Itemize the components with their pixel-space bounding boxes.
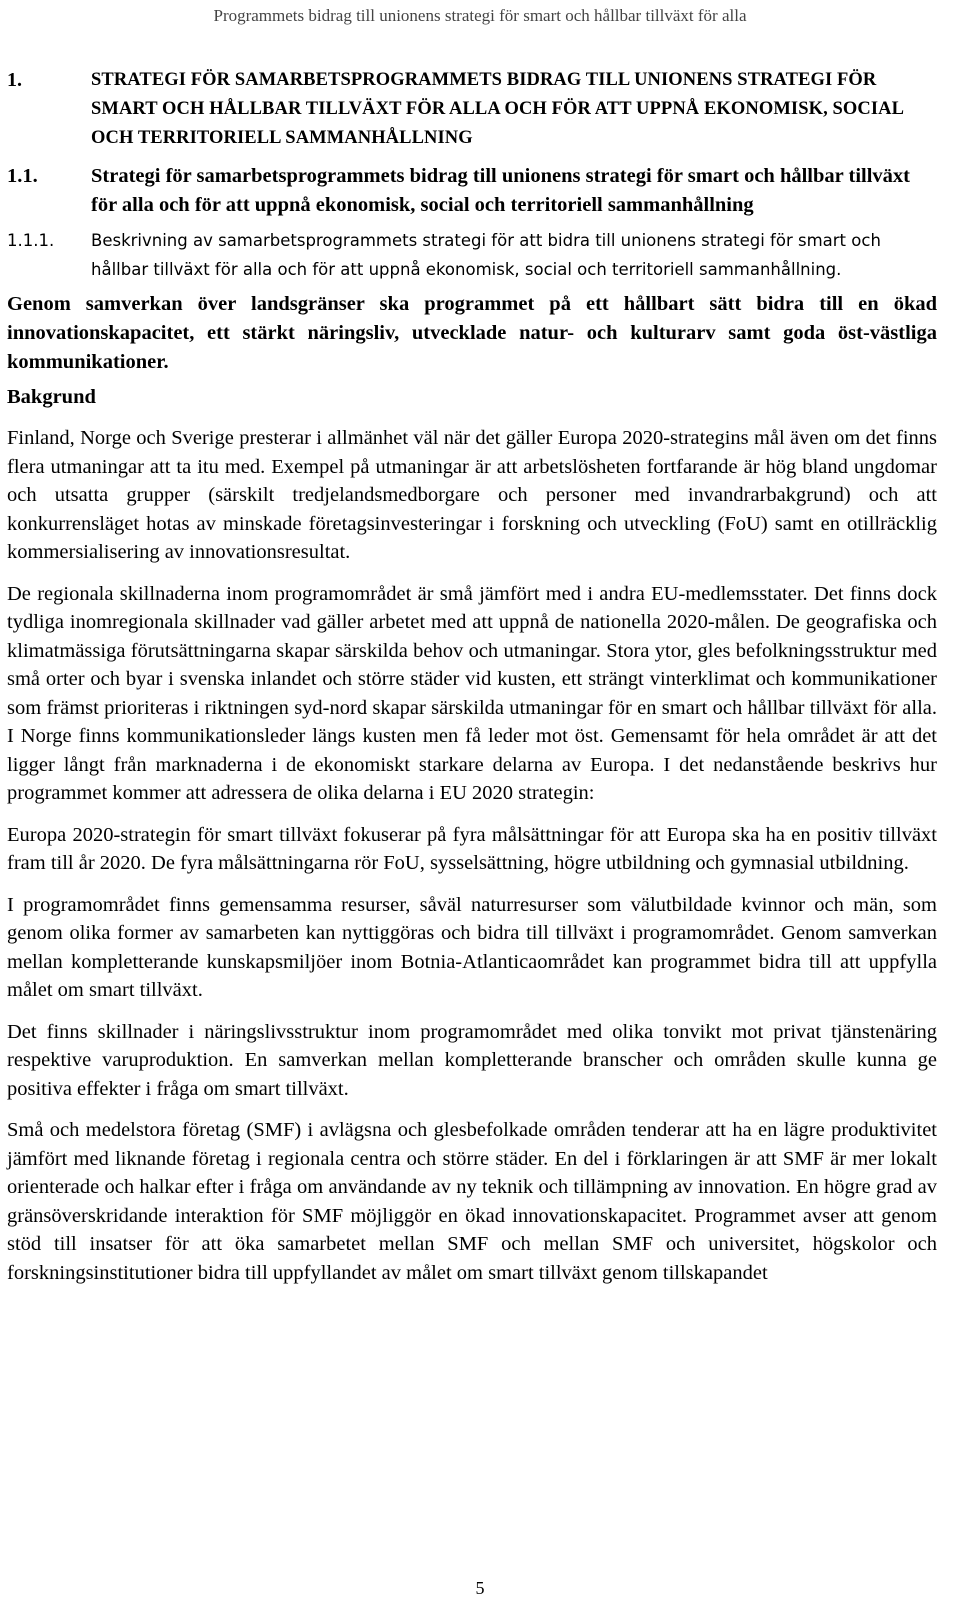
section-number: 1.1.1. — [7, 231, 55, 250]
section-heading-1-1-1 — [7, 226, 937, 284]
page-number: 5 — [475, 1578, 485, 1598]
section-title: STRATEGI FÖR SAMARBETSPROGRAMMETS BIDRAG TILL UNIONENS STRATEGI FÖR SMART OCH HÅLLBAR TILLVÄXT FÖR ALLA OCH FÖR ATT UPPNÅ EKONOMISK, SOCIAL OCH TERRITORIELL SAMMANHÅLLNING — [91, 70, 904, 148]
running-header: Programmets bidrag till unionens strategi för smart och hållbar tillväxt för alla — [213, 6, 747, 25]
body-paragraph: De regionala skillnaderna inom programområdet är små jämfört med i andra EU-medlemsstater. Det finns dock tydliga inomregionala skillnader vad gäller arbetet med att uppnå de nationella 2020-målen. De geografiska och klimatmässiga förutsättningarna skapar särskilda behov och utmaningar. Stora ytor, gles befolkningsstruktur med små orter och byar i svenska inlandet och större städer vid kusten, ett strängt vinterklimat och kommunikationer som främst prioriteras i riktningen syd-nord skapar särskilda utmaningar för en smart och hållbar tillväxt för alla. I Norge finns kommunikationsleder längs kusten men få leder mot öst. Gemensamt för hela området är att det ligger långt från marknaderna i de ekonomiskt starkare delarna av Europa. I det nedanstående beskrivs hur programmet kommer att adressera de olika delarna i EU 2020 strategin: — [7, 582, 937, 804]
subheading-bakgrund: Bakgrund — [7, 386, 96, 408]
section-title: Strategi för samarbetsprogrammets bidrag till unionens strategi för smart och hållbar tillväxt för alla och för att uppnå ekonomisk, social och territoriell sammanhållning — [91, 165, 910, 216]
section-title: Beskrivning av samarbetsprogrammets strategi för att bidra till unionens strategi för smart och hållbar tillväxt för alla och för att uppnå ekonomisk, social och territoriell sammanhållning. — [91, 231, 881, 279]
body-paragraph: Finland, Norge och Sverige presterar i allmänhet väl när det gäller Europa 2020-strategins mål även om det finns flera utmaningar att ta itu med. Exempel på utmaningar är att arbetslösheten fortfarande är hög bland ungdomar och utsatta grupper (särskilt tredjelandsmedborgare och personer med invandrarbakgrund) och att konkurrensläget hotas av minskade företagsinvesteringar i forskning och utveckling (FoU) samt en otillräcklig kommersialisering av innovationsresultat. — [7, 427, 937, 563]
body-paragraph: I programområdet finns gemensamma resurser, såväl naturresurser som välutbildade kvinnor och män, som genom olika former av samarbeten kan nyttiggöras och bidra till tillväxt i programområdet. Genom samverkan mellan kompletterande kunskapsmiljöer inom Botnia-Atlanticaområdet kan programmet bidra till att uppfylla målet om smart tillväxt. — [7, 893, 937, 1001]
body-paragraph: Europa 2020-strategin för smart tillväxt fokuserar på fyra målsättningar för att Europa ska ha en positiv tillväxt fram till år 2020. De fyra målsättningarna rör FoU, sysselsättning, högre utbildning och gymnasial utbildning. — [7, 823, 937, 874]
lead-paragraph: Genom samverkan över landsgränser ska programmet på ett hållbart sätt bidra till en ökad innovationskapacitet, ett stärkt näringsliv, utvecklade natur- och kulturarv samt goda öst-västliga kommunikationer. — [7, 293, 937, 373]
section-heading-1-1 — [7, 162, 937, 220]
section-number: 1.1. — [7, 165, 38, 187]
body-paragraph: Små och medelstora företag (SMF) i avlägsna och glesbefolkade områden tenderar att ha en lägre produktivitet jämfört med liknande företag i regionala centra och större städer. En del i förklaringen är att SMF är mer lokalt orienterade och halkar efter i fråga om användande av ny teknik och tillämpning av innovation. En högre grad av gränsöverskridande interaktion för SMF möjliggör en ökad innovationskapacitet. Programmet avser att genom stöd till insatser för att öka samarbetet mellan SMF och mellan SMF och universitet, högskolor och forskningsinstitutioner bidra till uppfyllandet av målet om smart tillväxt genom tillskapandet — [7, 1119, 937, 1284]
body-paragraph: Det finns skillnader i näringslivsstruktur inom programområdet med olika tonvikt mot privat tjänstenäring respektive varuproduktion. En samverkan mellan kompletterande branscher och områden skulle kunna ge positiva effekter i fråga om smart tillväxt. — [7, 1020, 937, 1100]
section-number: 1. — [7, 69, 22, 91]
document-content — [7, 66, 937, 1300]
section-heading-1 — [7, 66, 937, 153]
